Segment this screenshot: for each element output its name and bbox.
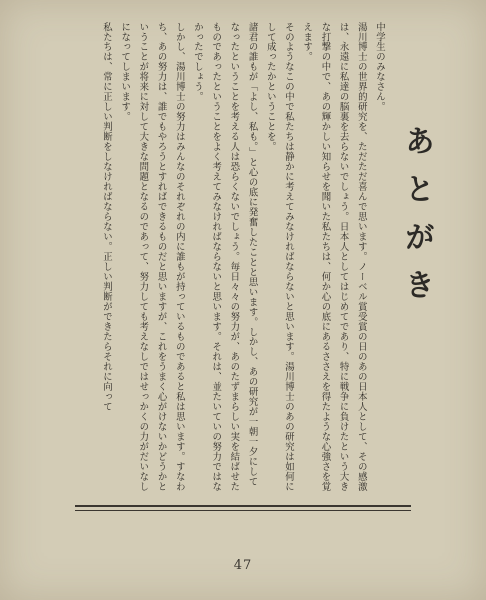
paragraph-4: しかし、湯川博士の努力はみんなのそれぞれの内に誰もが持っているものであると私は思います。すなわち、あの努力は、誰でもやろうとすればできるものだと思いますが、これをうまく心がけないかどうかということが将来に対して大きな問題となるのであって、努力しても考えなしではせっかくの力がだいなしになってしまいます。 xyxy=(119,22,185,492)
page-number: 47 xyxy=(233,558,253,573)
footer-rule xyxy=(75,505,411,511)
page-title: あとがき xyxy=(399,125,434,317)
greeting: 中学生のみなさん。 xyxy=(374,22,385,112)
paragraph-3: 諸君の誰もが「よし、私も。」と心の底に発奮したことと思います。しかし、あの研究が一朝一夕にしてなったということを考える人は恐らくないでしょう。毎日々々の努力が、あのたずまらしい実を結ばせたものであったということをよく考えてみなければならないと思います。それは、並たいていの努力ではなかったでしょう。 xyxy=(191,22,258,492)
paragraph-1: 湯川博士の世界的研究を、ただただ喜んで思います。ノーベル賞受賞の日のあの日本人として、その感激は、永遠に私達の脳裏を去らないでしょう。日本人としてはじめてであり、特に戦争に負けたという大きな打撃の中で、あの輝かしい知らせを聞いた私たちは、何か心の底にあるささえを得たような心強さを覚えます。 xyxy=(301,22,367,492)
paragraph-2: そのようなこの中で私たちは静かに考えてみなければならないと思います。湯川博士のあの研究は如何にして成ったかということを。 xyxy=(264,22,294,492)
body-text xyxy=(58,22,388,492)
paragraph-5: 私たちは、常に正しい判断をしなければならない。正しい判断ができたらそれに向って xyxy=(100,22,112,412)
